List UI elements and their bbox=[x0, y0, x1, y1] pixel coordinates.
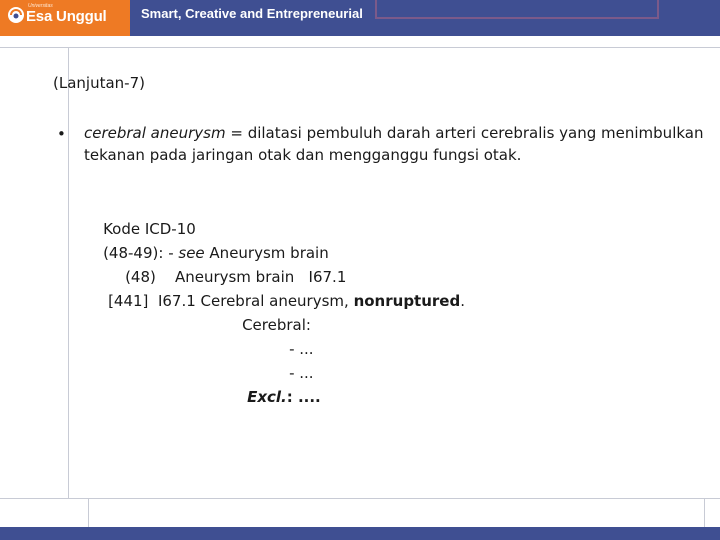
definition-text: = dilatasi pembuluh darah arteri cerebralis yang menimbulkan tekanan pada jaringan otak dan mengganggu fungsi otak. bbox=[84, 124, 704, 164]
logo-text: Esa Unggul bbox=[26, 8, 107, 25]
logo-small-text: Universitas bbox=[28, 3, 53, 9]
ref-target: Aneurysm brain bbox=[204, 243, 329, 262]
excl-label: Excl. bbox=[247, 387, 287, 406]
sub-heading-text: Cerebral: bbox=[242, 315, 311, 334]
entry-441-prefix: [441] I67.1 Cerebral aneurysm, bbox=[108, 291, 354, 310]
ref-see: see bbox=[178, 243, 205, 262]
ref-prefix: (48-49): - bbox=[103, 243, 179, 262]
tagline: Smart, Creative and Entrepreneurial bbox=[141, 6, 363, 21]
slide-subtitle: (Lanjutan-7) bbox=[53, 74, 145, 92]
icd-excl bbox=[228, 360, 321, 434]
bullet-icon: • bbox=[57, 125, 66, 143]
icd-heading-text: Kode ICD-10 bbox=[103, 219, 196, 238]
definition-paragraph bbox=[84, 122, 704, 166]
dash-1-text: - ... bbox=[289, 339, 314, 358]
entry-441-bold: nonruptured bbox=[353, 291, 461, 310]
excl-rest: : .... bbox=[286, 387, 321, 406]
entry-48-text: (48) Aneurysm brain I67.1 bbox=[125, 267, 347, 286]
entry-441-suffix: . bbox=[460, 291, 465, 310]
term: cerebral aneurysm bbox=[84, 124, 226, 142]
dash-2-text: - ... bbox=[289, 363, 314, 382]
